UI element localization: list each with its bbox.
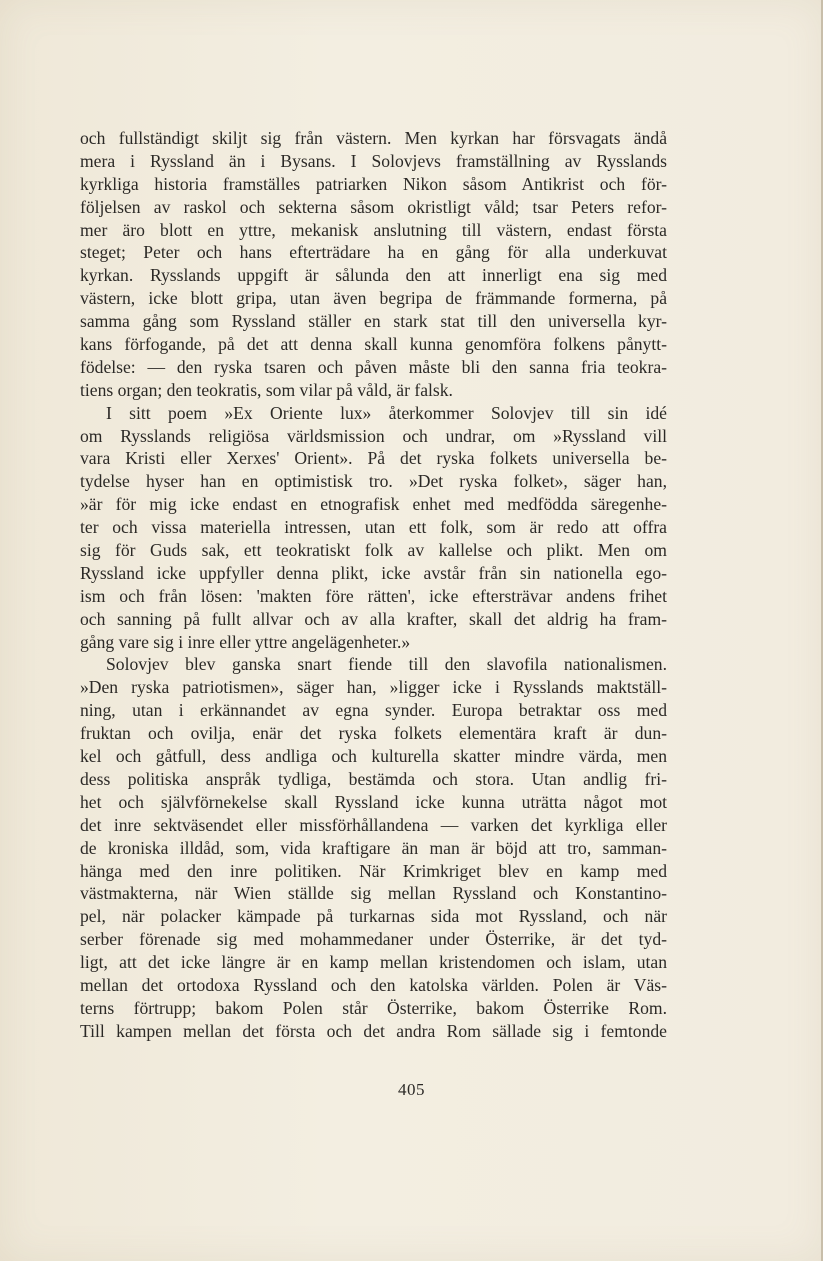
text-line: fruktan och ovilja, enär det ryska folkets elementära kraft är dun- [80, 723, 667, 744]
text-line: mellan det ortodoxa Ryssland och den katolska världen. Polen är Väs- [80, 974, 667, 995]
text-line: följelsen av raskol och sekterna såsom okristligt våld; tsar Peters refor- [80, 196, 667, 217]
text-line: terns förtrupp; bakom Polen står Österrike, bakom Österrike Rom. [80, 997, 667, 1018]
text-line: samma gång som Ryssland ställer en stark stat till den universella kyr- [80, 311, 667, 332]
body-text [80, 127, 667, 1043]
text-line: dess politiska anspråk tydliga, bestämda och stora. Utan andlig fri- [80, 768, 667, 789]
text-line: och sanning på fullt allvar och av alla krafter, skall det aldrig ha fram- [80, 608, 667, 629]
text-line: mera i Ryssland än i Bysans. I Solovjevs framställning av Rysslands [80, 150, 667, 171]
text-line: kel och gåtfull, dess andliga och kulturella skatter mindre värda, men [80, 746, 667, 767]
text-line: ning, utan i erkännandet av egna synder. Europa betraktar oss med [80, 700, 667, 721]
text-line: gång vare sig i inre eller yttre angelägenheter.» [80, 631, 411, 652]
text-line: Ryssland icke uppfyller denna plikt, icke avstår från sin nationella ego- [80, 562, 667, 583]
text-line: Till kampen mellan det första och det andra Rom sällade sig i femtonde [80, 1020, 667, 1041]
text-line: mer äro blott en yttre, mekanisk anslutning till västern, endast första [80, 219, 667, 240]
text-line: het och självförnekelse skall Ryssland icke kunna uträtta något mot [80, 791, 667, 812]
text-line: ism och från lösen: 'makten före rätten', icke eftersträvar andens frihet [80, 585, 667, 606]
text-line: hänga med den inre politiken. När Krimkriget blev en kamp med [80, 860, 667, 881]
text-line: och fullständigt skiljt sig från västern. Men kyrkan har försvagats ändå [80, 128, 667, 148]
text-line: tiens organ; den teokratis, som vilar på våld, är falsk. [80, 379, 453, 400]
text-line: Solovjev blev ganska snart fiende till den slavofila nationalismen. [106, 654, 667, 675]
text-line: sig för Guds sak, ett teokratiskt folk av kallelse och plikt. Men om [80, 540, 667, 561]
text-line: vara Kristi eller Xerxes' Orient». På det ryska folkets universella be- [80, 448, 667, 469]
text-line: det inre sektväsendet eller missförhållandena — varken det kyrkliga eller [80, 814, 667, 835]
text-line: kans förfogande, på det att denna skall kunna genomföra folkens pånytt- [80, 334, 667, 355]
text-line: de kroniska illdåd, som, vida kraftigare än man är böjd att tro, samman- [80, 837, 667, 858]
text-line: ter och vissa materiella intressen, utan ett folk, som är redo att offra [80, 517, 667, 538]
text-line: steget; Peter och hans efterträdare ha en gång för alla underkuvat [80, 242, 667, 263]
text-line: västmakterna, när Wien ställde sig mellan Ryssland och Konstantino- [80, 883, 667, 904]
text-line: ligt, att det icke längre är en kamp mellan kristendomen och islam, utan [80, 952, 667, 973]
text-line: tydelse hyser han en optimistisk tro. »Det ryska folket», säger han, [80, 471, 667, 492]
text-line: I sitt poem »Ex Oriente lux» återkommer Solovjev till sin idé [106, 402, 667, 423]
text-line: »Den ryska patriotismen», säger han, »ligger icke i Rysslands maktställ- [80, 677, 667, 698]
text-line: födelse: — den ryska tsaren och påven måste bli den sanna fria teokra- [80, 356, 667, 377]
text-line: pel, när polacker kämpade på turkarnas sida mot Ryssland, och när [80, 906, 667, 927]
page-number: 405 [398, 1080, 425, 1099]
text-line: kyrkan. Rysslands uppgift är sålunda den att innerligt ena sig med [80, 265, 667, 286]
text-line: serber förenade sig med mohammedaner under Österrike, är det tyd- [80, 929, 667, 950]
text-line: »är för mig icke endast en etnografisk enhet med medfödda säregenhe- [80, 494, 667, 515]
text-line: om Rysslands religiösa världsmission och undrar, om »Ryssland vill [80, 425, 667, 446]
text-line: kyrkliga historia framställes patriarken Nikon såsom Antikrist och för- [80, 173, 667, 194]
text-line: västern, icke blott gripa, utan även begripa de främmande formerna, på [80, 288, 667, 309]
